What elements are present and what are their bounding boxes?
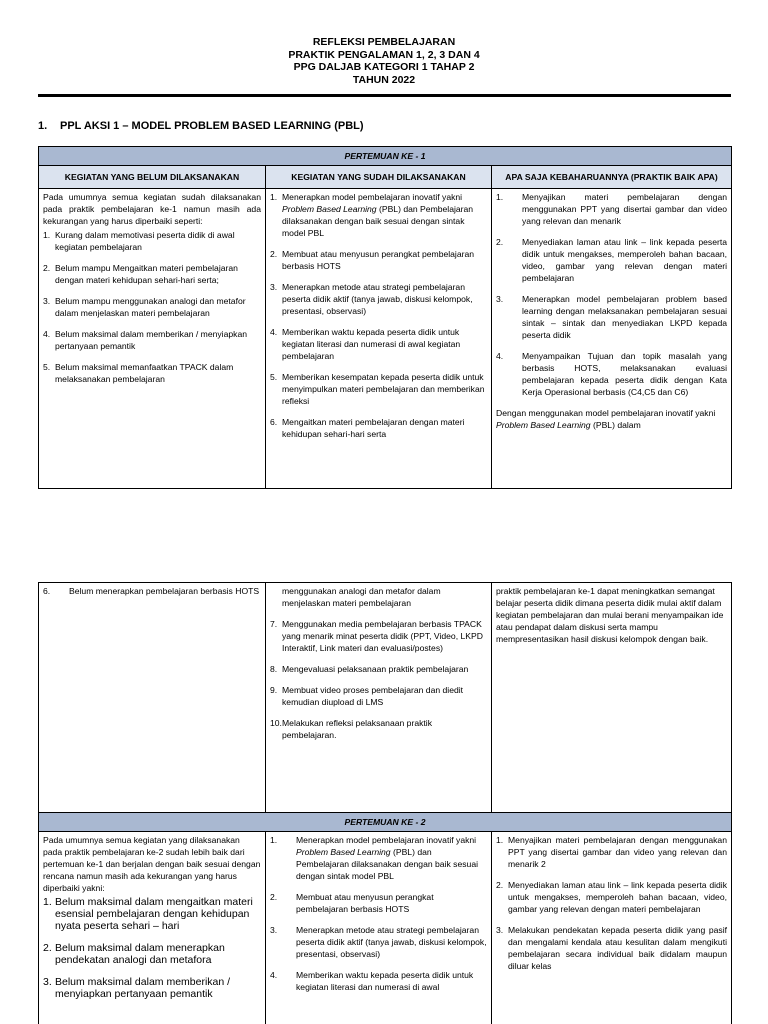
column-header-novelty: APA SAJA KEBAHARUANNYA (PRAKTIK BAIK APA) bbox=[492, 166, 732, 189]
continued-done-list bbox=[270, 618, 487, 741]
list-item-number: 2. bbox=[43, 263, 51, 273]
list-item bbox=[496, 350, 727, 398]
list-item bbox=[270, 969, 487, 993]
continued-novelty-cell bbox=[492, 583, 732, 813]
list-item-text: Belum maksimal dalam memberikan / menyiapkan pertanyaan pemantik bbox=[55, 976, 231, 1000]
list-item: 1. Menerapkan model pembelajaran inovatif yakni Problem Based Learning (PBL) dan Pembelajaran dilaksanakan dengan baik sesuai dengan sintak model PBL bbox=[270, 192, 474, 238]
list-item-text: Memberikan kesempatan kepada peserta didik untuk menyimpulkan materi pembelajaran dan memberikan refleksi bbox=[282, 372, 485, 406]
list-item bbox=[43, 328, 261, 352]
list-item-number: 3. bbox=[270, 925, 278, 935]
meeting-2-done-list bbox=[270, 834, 487, 993]
list-item bbox=[270, 924, 487, 960]
list-item-text: Menyajikan materi pembelajaran dengan menggunakan PPT yang disertai gambar dan video yang relevan dan menarik 2 bbox=[508, 835, 727, 869]
list-item-text: Kurang dalam memotivasi peserta didik di awal kegiatan pembelajaran bbox=[55, 230, 235, 252]
list-item-number: 1. bbox=[496, 192, 504, 202]
list-item-text: Menggunakan media pembelajaran berbasis TPACK yang menarik minat peserta didik (PPT, Video, LKPD Interaktif, Link materi dan evaluasi/postes) bbox=[282, 619, 483, 653]
list-item bbox=[43, 361, 261, 385]
list-item bbox=[270, 663, 487, 675]
continued-done-lead: menggunakan analogi dan metafor dalam menjelaskan materi pembelajaran bbox=[282, 586, 441, 608]
header-divider bbox=[38, 94, 731, 97]
list-item-text: Menyajikan materi pembelajaran dengan menggunakan PPT yang disertai gambar dan video yang relevan dan menarik bbox=[522, 192, 728, 226]
list-item-text: Memberikan waktu kepada peserta didik untuk kegiatan literasi dan numerasi di awal bbox=[296, 970, 474, 992]
list-item-number: 1. bbox=[496, 835, 504, 845]
meeting-1-label: PERTEMUAN KE - 1 bbox=[39, 147, 732, 166]
list-item bbox=[43, 585, 261, 597]
header-subtitle-2: PPG DALJAB KATEGORI 1 TAHAP 2 bbox=[293, 61, 475, 73]
list-item bbox=[43, 976, 261, 1000]
list-item bbox=[270, 684, 487, 708]
list-item-number: 4. bbox=[43, 329, 51, 339]
list-item-number: 3. bbox=[43, 976, 52, 988]
list-item bbox=[496, 879, 727, 915]
list-item bbox=[270, 248, 487, 272]
header-subtitle-1: PRAKTIK PENGALAMAN 1, 2, 3 DAN 4 bbox=[288, 48, 480, 61]
list-item bbox=[270, 281, 487, 317]
list-item-number: 7. bbox=[270, 619, 278, 629]
list-item: 1. Menerapkan model pembelajaran inovatif yakni Problem Based Learning (PBL) dan Pembelajaran dilaksanakan dengan baik sesuai dengan sintak model PBL bbox=[270, 835, 479, 881]
list-item-number: 2. bbox=[43, 942, 52, 954]
meeting-2-not-done-list bbox=[43, 896, 261, 1000]
list-item bbox=[496, 924, 727, 972]
list-item bbox=[43, 295, 261, 319]
list-item-number: 4. bbox=[270, 327, 278, 337]
meeting-2-novelty-list bbox=[496, 834, 727, 972]
list-item-number: 3. bbox=[496, 294, 504, 304]
list-item-text: Mengaitkan materi pembelajaran dengan materi kehidupan sehari-hari serta bbox=[282, 417, 465, 439]
list-item-text: Melakukan pendekatan kepada peserta didik yang pasif dan mengalami kendala atau kesulitan dalam mengikuti pembelajaran secara individual baik didalam maupun diluar kelas bbox=[508, 925, 727, 971]
list-item-number: 3. bbox=[43, 296, 51, 306]
list-item-text: Menyediakan laman atau link – link kepada peserta didik untuk mengakses, memperoleh bahan bacaan, video, gambar yang relevan dengan materi pembelajaran bbox=[522, 237, 728, 283]
list-item-number: 5. bbox=[43, 362, 51, 372]
list-item bbox=[270, 618, 487, 654]
list-item-number: 1. bbox=[43, 230, 51, 240]
column-header-done: KEGIATAN YANG SUDAH DILAKSANAKAN bbox=[266, 166, 492, 189]
list-item-text: Belum mampu menggunakan analogi dan metafor dalam menjelaskan materi pembelajaran bbox=[55, 296, 246, 318]
list-item-text: Menerapkan model pembelajaran problem based learning dengan melaksanakan pembelajaran sesuai sintak – sintak dan menyediakan LKPD kepada peserta didik bbox=[522, 294, 728, 340]
list-item-number: 8. bbox=[270, 664, 278, 674]
header-year: TAHUN 2022 bbox=[352, 73, 416, 86]
list-item-number: 3. bbox=[270, 282, 278, 292]
meeting-2-done-cell bbox=[266, 832, 492, 1024]
list-item-text: Menerapkan metode atau strategi pembelajaran peserta didik aktif (tanya jawab, diskusi kelompok, presentasi, observasi) bbox=[296, 925, 487, 959]
list-item-number: 2. bbox=[270, 249, 278, 259]
list-item-text: Memberikan waktu kepada peserta didik untuk kegiatan literasi dan numerasi di awal kegiatan pembelajaran bbox=[282, 327, 461, 361]
list-item bbox=[43, 896, 261, 932]
list-item-number: 1. bbox=[43, 896, 52, 908]
meeting-2-not-done-cell bbox=[39, 832, 266, 1024]
list-item-text: Menyediakan laman atau link – link kepada peserta didik untuk mengakses, memperoleh bahan bacaan, video, gambar yang relevan dengan materi pembelajaran bbox=[508, 880, 727, 914]
meeting-2-row bbox=[39, 813, 732, 832]
list-item-text: Belum maksimal dalam mengaitkan materi esensial pembelajaran dengan kehidupan nyata peserta sehari – hari bbox=[55, 896, 253, 932]
continued-done-cell bbox=[266, 583, 492, 813]
list-item-number: 4. bbox=[496, 351, 504, 361]
meeting-1-row bbox=[39, 147, 732, 166]
meeting-1-novelty-list bbox=[496, 191, 727, 398]
meeting-1-not-done-cell bbox=[39, 189, 266, 489]
list-item bbox=[43, 229, 261, 253]
list-item bbox=[43, 262, 261, 286]
reflection-table-meeting-1 bbox=[38, 146, 732, 489]
meeting-1-not-done-intro: Pada umumnya semua kegiatan sudah dilaksanakan pada praktik pembelajaran ke-1 namun masih ada kekurangan yang harus diperbaiki seperti: bbox=[43, 192, 261, 226]
column-header-row bbox=[39, 166, 732, 189]
list-item bbox=[496, 236, 727, 284]
list-item bbox=[496, 293, 727, 341]
meeting-2-novelty-cell bbox=[492, 832, 732, 1024]
section-title bbox=[38, 120, 364, 132]
list-item-number: 2. bbox=[496, 237, 504, 247]
list-item-text: Belum mampu Mengaitkan materi pembelajaran dengan materi kehidupan sehari-hari serta; bbox=[55, 263, 238, 285]
meeting-1-not-done-list bbox=[43, 229, 261, 385]
list-item-text: Mengevaluasi pelaksanaan praktik pembelajaran bbox=[282, 664, 469, 674]
continued-not-done-cell bbox=[39, 583, 266, 813]
meeting-2-content-row bbox=[39, 832, 732, 1024]
list-item-text: Belum maksimal dalam memberikan / menyiapkan pertanyaan pemantik bbox=[55, 329, 247, 351]
list-item bbox=[270, 371, 487, 407]
list-item-number: 9. bbox=[270, 685, 278, 695]
list-item-text: Menerapkan metode atau strategi pembelajaran peserta didik aktif (tanya jawab, diskusi kelompok, presentasi, observasi) bbox=[282, 282, 473, 316]
header-title: REFLEKSI PEMBELAJARAN bbox=[312, 36, 456, 48]
meeting-1-novelty-cell bbox=[492, 189, 732, 489]
continued-not-done-list bbox=[43, 585, 261, 597]
document-header bbox=[0, 36, 768, 86]
list-item-number: 2. bbox=[496, 880, 504, 890]
column-header-not-done: KEGIATAN YANG BELUM DILAKSANAKAN bbox=[39, 166, 266, 189]
list-item-text: Membuat video proses pembelajaran dan diedit kemudian diupload di LMS bbox=[282, 685, 464, 707]
list-item bbox=[270, 891, 487, 915]
list-item bbox=[270, 416, 487, 440]
meeting-1-continued-row bbox=[39, 583, 732, 813]
list-item bbox=[496, 834, 727, 870]
list-item bbox=[43, 942, 261, 966]
list-item-text: Belum menerapkan pembelajaran berbasis HOTS bbox=[69, 586, 260, 596]
list-item-text: Membuat atau menyusun perangkat pembelajaran berbasis HOTS bbox=[282, 249, 475, 271]
list-item-number: 10. bbox=[270, 718, 282, 728]
section-heading: PPL AKSI 1 – MODEL PROBLEM BASED LEARNING (PBL) bbox=[60, 120, 364, 132]
list-item bbox=[270, 326, 487, 362]
list-item-number: 6. bbox=[270, 417, 278, 427]
list-item-text: Membuat atau menyusun perangkat pembelajaran berbasis HOTS bbox=[296, 892, 434, 914]
list-item-text: Melakukan refleksi pelaksanaan praktik pembelajaran. bbox=[282, 718, 432, 740]
list-item-number: 2. bbox=[270, 892, 278, 902]
list-item bbox=[270, 717, 487, 741]
list-item-text: Belum maksimal dalam menerapkan pendekatan analogi dan metafora bbox=[55, 942, 225, 966]
list-item-text: Menyampaikan Tujuan dan topik masalah yang berbasis HOTS, melaksanakan evaluasi pembelajaran kepada peserta didik dengan Kata Kerja Operasional berbasis (C4,C5 dan C6) bbox=[522, 351, 728, 397]
meeting-1-done-list bbox=[270, 191, 487, 440]
meeting-2-not-done-intro: Pada umumnya semua kegiatan yang dilaksanakan pada praktik pembelajaran ke-2 sudah lebih baik dari pertemuan ke-1 dan berjalan dengan baik sesuai dengan rencana namun masih ada kekurangan yang harus diperbaiki yakni: bbox=[43, 835, 261, 893]
meeting-1-novelty-tail: Dengan menggunakan model pembelajaran inovatif yakni Problem Based Learning (PBL) dalam bbox=[496, 408, 716, 430]
meeting-1-content-row bbox=[39, 189, 732, 489]
list-item-number: 4. bbox=[270, 970, 278, 980]
list-item-text: Belum maksimal memanfaatkan TPACK dalam melaksanakan pembelajaran bbox=[55, 362, 234, 384]
list-item-number: 6. bbox=[43, 586, 51, 596]
meeting-1-done-cell bbox=[266, 189, 492, 489]
reflection-table-continued bbox=[38, 582, 732, 1024]
continued-novelty-text: praktik pembelajaran ke-1 dapat meningkatkan semangat belajar peserta didik dimana peserta didik mulai aktif dalam kegiatan pembelajaran dan mulai berani menyampaikan ide atau pendapat dalam diskusi serta mampu mempresentasikan hasil diskusi kelompok dengan baik. bbox=[496, 586, 724, 644]
meeting-2-label: PERTEMUAN KE - 2 bbox=[39, 813, 732, 832]
list-item bbox=[496, 191, 727, 227]
section-number: 1. bbox=[38, 120, 48, 132]
list-item-number: 3. bbox=[496, 925, 504, 935]
list-item-number: 5. bbox=[270, 372, 278, 382]
